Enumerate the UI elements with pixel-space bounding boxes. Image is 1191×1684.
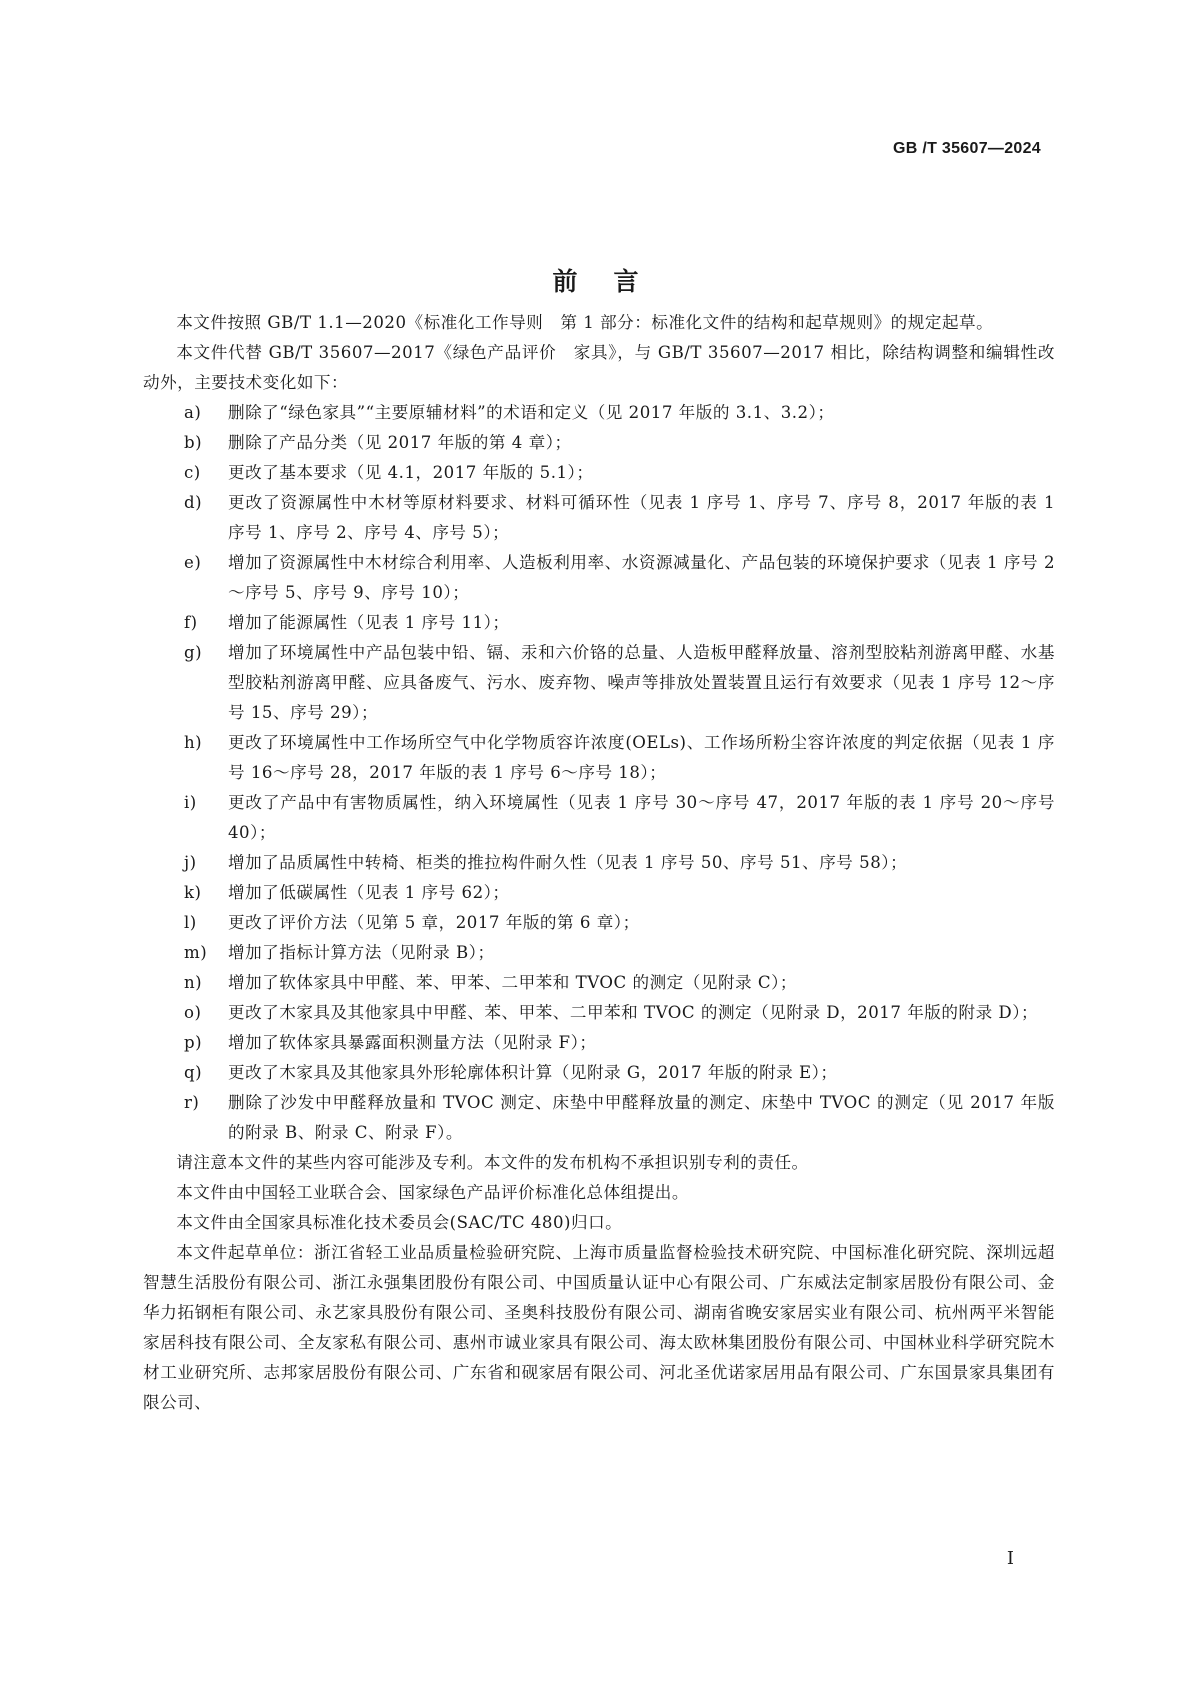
change-item-text: 更改了评价方法（见第 5 章，2017 年版的第 6 章）；	[228, 913, 640, 932]
change-item-tag: q)	[184, 1063, 203, 1082]
change-item-text: 增加了指标计算方法（见附录 B）；	[228, 943, 495, 962]
patent-notice: 请注意本文件的某些内容可能涉及专利。本文件的发布机构不承担识别专利的责任。	[176, 1153, 809, 1172]
change-item-text: 更改了木家具及其他家具中甲醛、苯、甲苯、二甲苯和 TVOC 的测定（见附录 D，2017 年版的附录 D）；	[228, 1003, 1039, 1022]
change-item-text: 增加了品质属性中转椅、柜类的推拉构件耐久性（见表 1 序号 50、序号 51、序号 58）；	[228, 853, 908, 872]
change-item-tag: i)	[184, 793, 197, 812]
change-item-text: 增加了能源属性（见表 1 序号 11）；	[228, 613, 510, 632]
change-item	[143, 728, 1055, 788]
change-item-tag: r)	[184, 1093, 200, 1112]
drafting-units-paragraph: 本文件起草单位：浙江省轻工业品质量检验研究院、上海市质量监督检验技术研究院、中国标准化研究院、深圳远超智慧生活股份有限公司、浙江永强集团股份有限公司、中国质量认证中心有限公司、广东威法定制家居股份有限公司、金华力拓钢柜有限公司、永艺家具股份有限公司、圣奥科技股份有限公司、湖南省晚安家居实业有限公司、杭州两平米智能家居科技有限公司、全友家私有限公司、惠州市诚业家具有限公司、海太欧林集团股份有限公司、中国林业科学研究院木材工业研究所、志邦家居股份有限公司、广东省和砚家居有限公司、河北圣优诺家居用品有限公司、广东国景家具集团有限公司、	[143, 1243, 1055, 1412]
change-item-tag: p)	[184, 1033, 203, 1052]
change-item-tag: n)	[184, 973, 203, 992]
change-item	[143, 548, 1055, 608]
change-item	[143, 638, 1055, 728]
change-item-text: 增加了资源属性中木材综合利用率、人造板利用率、水资源减量化、产品包装的环境保护要求（见表 1 序号 2～序号 5、序号 9、序号 10）；	[228, 553, 1055, 602]
change-item	[143, 848, 1055, 878]
change-item	[143, 968, 1055, 998]
change-item	[143, 1058, 1055, 1088]
change-item	[143, 878, 1055, 908]
change-item-tag: j)	[184, 853, 197, 872]
change-item-tag: b)	[184, 433, 203, 452]
change-item-text: 更改了木家具及其他家具外形轮廓体积计算（见附录 G，2017 年版的附录 E）；	[228, 1063, 838, 1082]
change-item	[143, 1088, 1055, 1148]
change-item	[143, 428, 1055, 458]
change-item-text: 增加了环境属性中产品包装中铅、镉、汞和六价铬的总量、人造板甲醛释放量、溶剂型胶粘剂游离甲醛、水基型胶粘剂游离甲醛、应具备废气、污水、废弃物、噪声等排放处置装置且运行有效要求（见表 1 序号 12～序号 15、序号 29）；	[228, 643, 1055, 722]
proposer-paragraph: 本文件由中国轻工业联合会、国家绿色产品评价标准化总体组提出。	[176, 1183, 689, 1202]
change-item-text: 删除了沙发中甲醛释放量和 TVOC 测定、床垫中甲醛释放量的测定、床垫中 TVOC 的测定（见 2017 年版的附录 B、附录 C、附录 F）。	[228, 1093, 1055, 1142]
change-item-tag: g)	[184, 643, 203, 662]
change-item-tag: l)	[184, 913, 197, 932]
change-item	[143, 398, 1055, 428]
page-number: I	[1006, 1548, 1014, 1569]
change-item	[143, 608, 1055, 638]
change-item-tag: d)	[184, 493, 203, 512]
change-item	[143, 1028, 1055, 1058]
change-item-tag: c)	[184, 463, 201, 482]
change-item-text: 更改了环境属性中工作场所空气中化学物质容许浓度(OELs)、工作场所粉尘容许浓度的判定依据（见表 1 序号 16～序号 28，2017 年版的表 1 序号 6～序号 18）；	[228, 733, 1055, 782]
change-item-tag: e)	[184, 553, 202, 572]
change-item-text: 更改了产品中有害物质属性，纳入环境属性（见表 1 序号 30～序号 47，2017 年版的表 1 序号 20～序号 40）；	[228, 793, 1055, 842]
committee-paragraph: 本文件由全国家具标准化技术委员会(SAC/TC 480)归口。	[176, 1213, 623, 1232]
change-item	[143, 458, 1055, 488]
change-item-text: 增加了软体家具中甲醛、苯、甲苯、二甲苯和 TVOC 的测定（见附录 C）；	[228, 973, 797, 992]
page-title: 前言	[552, 267, 675, 296]
change-item-tag: a)	[184, 403, 202, 422]
change-item-text: 删除了产品分类（见 2017 年版的第 4 章）；	[228, 433, 572, 452]
change-item-tag: k)	[184, 883, 202, 902]
change-item-text: 删除了“绿色家具”“主要原辅材料”的术语和定义（见 2017 年版的 3.1、3.2）；	[228, 403, 835, 422]
change-item-text: 更改了基本要求（见 4.1，2017 年版的 5.1）；	[228, 463, 594, 482]
change-item-tag: m)	[184, 943, 208, 962]
change-item-tag: o)	[184, 1003, 202, 1022]
change-item	[143, 938, 1055, 968]
change-item-tag: h)	[184, 733, 203, 752]
standard-code: GB /T 35607—2024	[893, 140, 1041, 157]
change-item-text: 更改了资源属性中木材等原材料要求、材料可循环性（见表 1 序号 1、序号 7、序号 8，2017 年版的表 1 序号 1、序号 2、序号 4、序号 5）；	[228, 493, 1055, 542]
change-item-tag: f)	[184, 613, 198, 632]
change-item-text: 增加了低碳属性（见表 1 序号 62）；	[228, 883, 510, 902]
change-item	[143, 488, 1055, 548]
intro-paragraph-2: 本文件代替 GB/T 35607—2017《绿色产品评价 家具》，与 GB/T 35607—2017 相比，除结构调整和编辑性改动外，主要技术变化如下：	[143, 343, 1055, 392]
change-item	[143, 998, 1055, 1028]
intro-paragraph-1: 本文件按照 GB/T 1.1—2020《标准化工作导则 第 1 部分：标准化文件的结构和起草规则》的规定起草。	[176, 313, 994, 332]
change-item	[143, 788, 1055, 848]
document-body	[143, 308, 1055, 1418]
change-item	[143, 908, 1055, 938]
change-item-text: 增加了软体家具暴露面积测量方法（见附录 F）；	[228, 1033, 597, 1052]
